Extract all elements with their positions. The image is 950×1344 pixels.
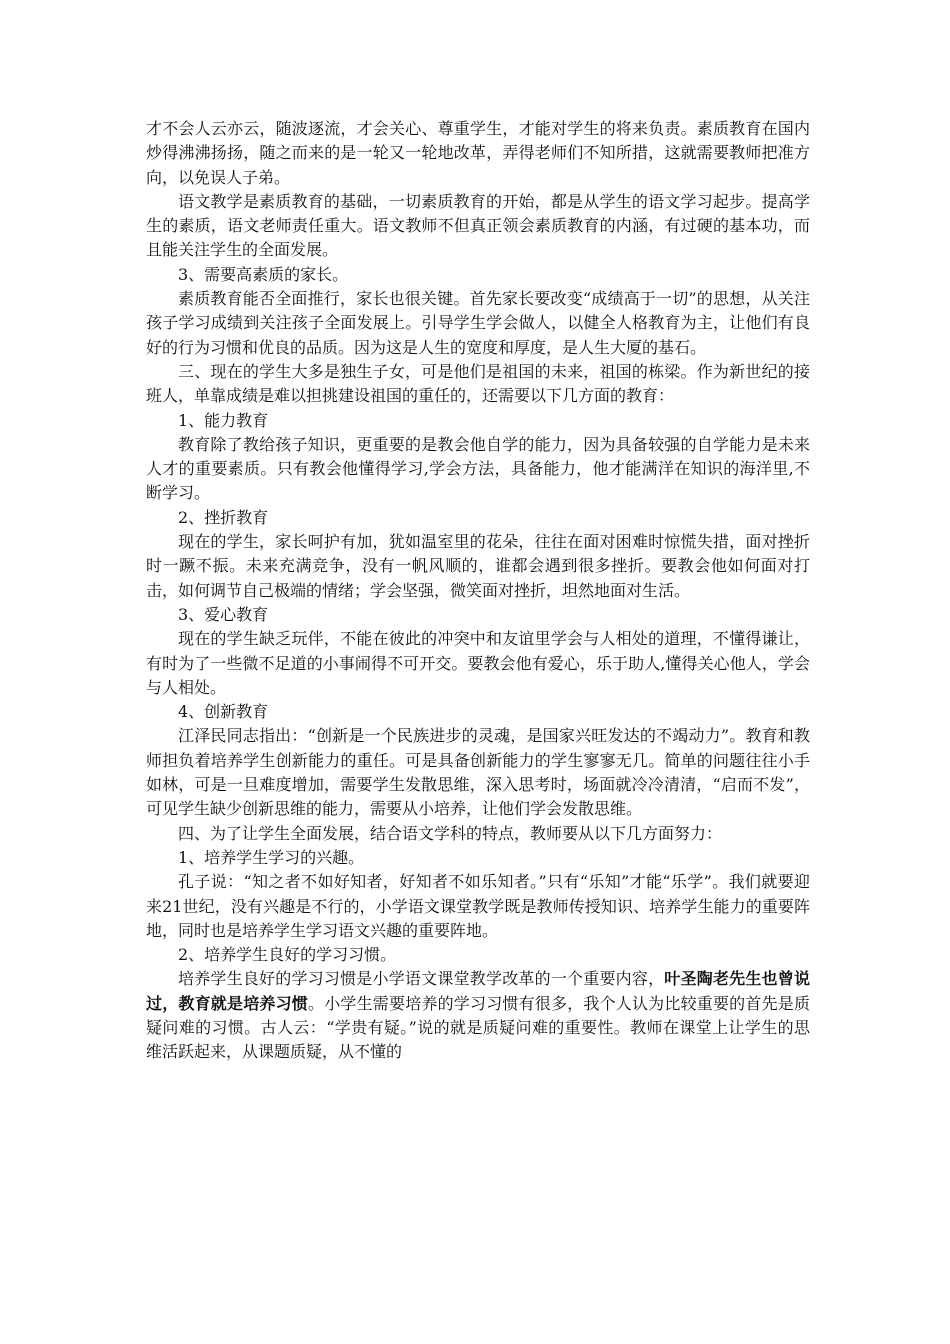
section-heading-habits: 2、培养学生良好的学习习惯。 xyxy=(178,945,397,965)
paragraph-18-part3: 。小学生需要培养的学习习惯有很多，我个人认为比较重要的首先是质疑问难的习惯。古人云：“学贵有疑。”说的就是质疑问难的重要性。教师在课堂上让学生的思维活跃起来，从课题质疑，从不懂的 xyxy=(146,993,810,1062)
paragraph-14: 四、为了让学生全面发展，结合语文学科的特点，教师要从以下几方面努力： xyxy=(178,823,723,843)
document-body xyxy=(146,117,810,1065)
paragraph-9: 现在的学生，家长呵护有加，犹如温室里的花朵，往往在面对困难时惊慌失措，面对挫折时一蹶不振。未来充满竞争，没有一帆风顺的，谁都会遇到很多挫折。要教会他如何面对打击，如何调节自己极端的情绪；学会坚强，微笑面对挫折，坦然地面对生活。 xyxy=(146,532,810,600)
paragraph-2: 语文教学是素质教育的基础，一切素质教育的开始，都是从学生的语文学习起步。提高学生的素质，语文老师责任重大。语文教师不但真正领会素质教育的内涵，有过硬的基本功，而且能关注学生的全面发展。 xyxy=(146,191,810,260)
paragraph-11: 现在的学生缺乏玩伴，不能在彼此的冲突中和友谊里学会与人相处的道理，不懂得谦让，有时为了一些微不足道的小事闹得不可开交。要教会他有爱心，乐于助人,懂得关心他人，学会与人相处。 xyxy=(146,629,810,697)
section-heading-love: 3、爱心教育 xyxy=(178,604,269,624)
section-heading-interest: 1、培养学生学习的兴趣。 xyxy=(178,847,365,867)
paragraph-4: 素质教育能否全面推行，家长也很关键。首先家长要改变“成绩高于一切”的思想，从关注孩子学习成绩到关注孩子全面发展上。引导学生学会做人，以健全人格教育为主，让他们有良好的行为习惯和优良的品质。因为这是人生的宽度和厚度，是人生大厦的基石。 xyxy=(146,289,810,357)
paragraph-18 xyxy=(146,967,810,1064)
section-heading-frustration: 2、挫折教育 xyxy=(178,507,269,527)
paragraph-7: 教育除了教给孩子知识，更重要的是教会他自学的能力，因为具备较强的自学能力是未来人才的重要素质。只有教会他懂得学习,学会方法，具备能力，他才能满洋在知识的海洋里,不断学习。 xyxy=(146,434,810,503)
paragraph-18-part1: 培养学生良好的学习习惯是小学语文课堂教学改革的一个重要内容， xyxy=(178,969,665,989)
paragraph-1: 才不会人云亦云，随波逐流，才会关心、尊重学生，才能对学生的将来负责。素质教育在国内炒得沸沸扬扬，随之而来的是一轮又一轮地改革，弄得老师们不知所措，这就需要教师把准方向，以免误人子弟。 xyxy=(146,119,810,187)
section-heading-innovation: 4、创新教育 xyxy=(178,702,269,722)
paragraph-16: 孔子说：“知之者不如好知者，好知者不如乐知者。”只有“乐知”才能“乐学”。我们就要迎来21世纪，没有兴趣是不行的，小学语文课堂教学既是教师传授知识、培养学生能力的重要阵地，同时也是培养学生学习语文兴趣的重要阵地。 xyxy=(146,872,810,940)
section-heading-ability: 1、能力教育 xyxy=(178,410,269,430)
paragraph-5: 三、现在的学生大多是独生子女，可是他们是祖国的未来，祖国的栋梁。作为新世纪的接班人，单靠成绩是难以担挑建设祖国的重任的，还需要以下几方面的教育： xyxy=(146,361,810,406)
section-heading-3-parents: 3、需要高素质的家长。 xyxy=(178,264,349,284)
paragraph-13: 江泽民同志指出：“创新是一个民族进步的灵魂，是国家兴旺发达的不竭动力”。教育和教师担负着培养学生创新能力的重任。可是具备创新能力的学生寥寥无几。简单的问题往往小手如林，可是一旦难度增加，需要学生发散思维，深入思考时，场面就冷冷清清，“启而不发”，可见学生缺少创新思维的能力，需要从小培养，让他们学会发散思维。 xyxy=(146,726,810,819)
paragraph-18-bold-quote: 叶圣陶老先生也曾说过，教育就是培养习惯 xyxy=(146,969,810,1013)
